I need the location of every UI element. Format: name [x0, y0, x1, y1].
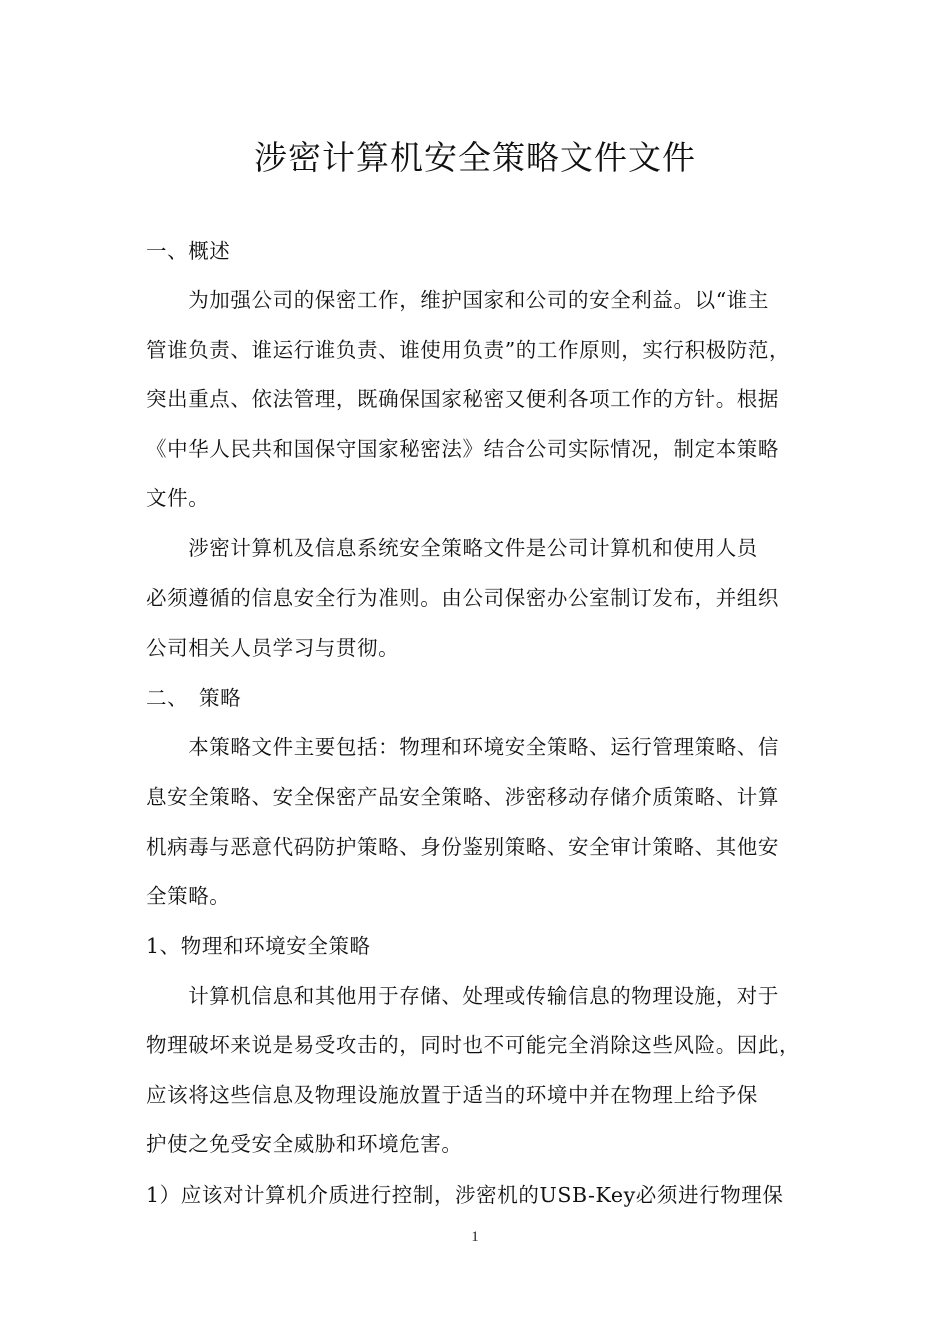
body-line: 《中华人民共和国保守国家秘密法》结合公司实际情况，制定本策略: [146, 437, 779, 461]
body-line: 突出重点、依法管理，既确保国家秘密又便利各项工作的方针。根据: [146, 387, 779, 411]
page-number: 1: [471, 1229, 479, 1245]
body-line: 机病毒与恶意代码防护策略、身份鉴别策略、安全审计策略、其他安: [146, 835, 779, 859]
list-item: 1）应该对计算机介质进行控制，涉密机的USB-Key必须进行物理保: [146, 1183, 784, 1207]
body-line: 护使之免受安全威胁和环境危害。: [146, 1132, 463, 1156]
body-line: 物理破坏来说是易受攻击的，同时也不可能完全消除这些风险。因此，: [146, 1033, 801, 1057]
section-heading-overview: 一、概述: [146, 239, 231, 263]
body-line: 计算机信息和其他用于存储、处理或传输信息的物理设施，对于: [146, 984, 779, 1008]
subsection-heading-physical: 1、物理和环境安全策略: [146, 934, 371, 958]
body-line: 本策略文件主要包括：物理和环境安全策略、运行管理策略、信: [146, 735, 779, 759]
body-line: 为加强公司的保密工作，维护国家和公司的安全利益。以“谁主: [146, 288, 769, 312]
document-title: 涉密计算机安全策略文件文件: [254, 138, 696, 177]
body-line: 息安全策略、安全保密产品安全策略、涉密移动存储介质策略、计算: [146, 785, 779, 809]
body-line: 应该将这些信息及物理设施放置于适当的环境中并在物理上给予保: [146, 1083, 758, 1107]
body-line: 公司相关人员学习与贯彻。: [146, 636, 400, 660]
body-line: 必须遵循的信息安全行为准则。由公司保密办公室制订发布，并组织: [146, 586, 779, 610]
body-line: 涉密计算机及信息系统安全策略文件是公司计算机和使用人员: [146, 536, 758, 560]
section-heading-strategy: 二、 策略: [146, 686, 242, 710]
body-line: 全策略。: [146, 884, 231, 908]
body-line: 文件。: [146, 486, 210, 510]
body-line: 管谁负责、谁运行谁负责、谁使用负责”的工作原则，实行积极防范，: [146, 338, 791, 362]
